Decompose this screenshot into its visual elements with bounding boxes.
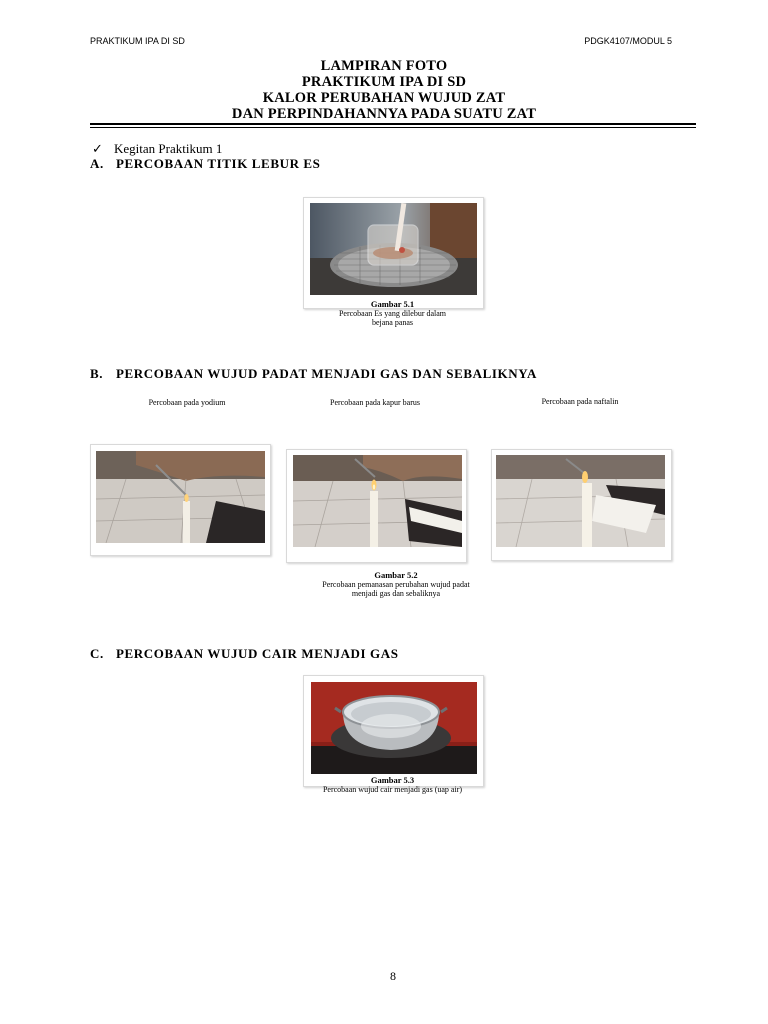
photo-label-iodine: Percobaan pada yodium bbox=[148, 398, 226, 407]
page-number: 8 bbox=[390, 969, 396, 983]
photo-ice-melting bbox=[303, 197, 484, 309]
running-header-right: PDGK4107/MODUL 5 bbox=[584, 36, 672, 46]
section-b-heading bbox=[90, 366, 537, 382]
photo-ice-melting-image bbox=[310, 203, 477, 295]
page-title-line-3: KALOR PERUBAHAN WUJUD ZAT bbox=[262, 90, 506, 106]
photo-boiling-water bbox=[303, 675, 484, 787]
section-b-letter: B. bbox=[90, 366, 104, 381]
photo-naphthalene-image bbox=[496, 455, 665, 547]
figure-5-1-title: Gambar 5.1 bbox=[370, 299, 415, 309]
photo-camphor-experiment bbox=[286, 449, 467, 563]
figure-5-2-line-2: menjadi gas dan sebaliknya bbox=[351, 589, 441, 598]
section-a-heading bbox=[90, 156, 321, 172]
title-rule-thick bbox=[90, 123, 696, 125]
section-b-title: PERCOBAAN WUJUD PADAT MENJADI GAS DAN SEBALIKNYA bbox=[116, 366, 538, 381]
figure-5-1-line-2: bejana panas bbox=[371, 318, 414, 327]
photo-label-camphor: Percobaan pada kapur barus bbox=[330, 398, 420, 407]
figure-5-2-caption bbox=[290, 571, 502, 598]
checklist-text: Kegitan Praktikum 1 bbox=[114, 141, 223, 156]
figure-5-1-caption bbox=[303, 300, 482, 327]
checkmark-icon: ✓ bbox=[92, 141, 103, 156]
photo-iodine-image bbox=[96, 451, 265, 543]
section-a-title: PERCOBAAN TITIK LEBUR ES bbox=[116, 156, 321, 171]
section-c-letter: C. bbox=[90, 646, 104, 661]
photo-naphthalene-experiment bbox=[491, 449, 672, 561]
page-title-line-1: LAMPIRAN FOTO bbox=[320, 58, 448, 74]
photo-iodine-experiment bbox=[90, 444, 271, 556]
figure-5-2-title: Gambar 5.2 bbox=[374, 570, 418, 580]
figure-5-3-caption bbox=[290, 776, 495, 794]
figure-5-3-line-1: Percobaan wujud cair menjadi gas (uap air) bbox=[322, 785, 463, 794]
section-c-title: PERCOBAAN WUJUD CAIR MENJADI GAS bbox=[116, 646, 399, 661]
section-c-heading bbox=[90, 646, 399, 662]
figure-5-1-line-1: Percobaan Es yang dilebur dalam bbox=[338, 309, 447, 318]
running-header-left: PRAKTIKUM IPA DI SD bbox=[90, 36, 185, 46]
figure-5-3-title: Gambar 5.3 bbox=[370, 775, 415, 785]
title-rule-thin bbox=[90, 127, 696, 128]
checklist-item bbox=[92, 141, 222, 157]
photo-camphor-image bbox=[293, 455, 462, 547]
photo-label-naphthalene: Percobaan pada naftalin bbox=[541, 397, 619, 406]
page-title-line-4: DAN PERPINDAHANNYA PADA SUATU ZAT bbox=[231, 106, 537, 122]
photo-boiling-water-image bbox=[311, 682, 477, 774]
page-title-line-2: PRAKTIKUM IPA DI SD bbox=[301, 74, 467, 90]
section-a-letter: A. bbox=[90, 156, 104, 171]
figure-5-2-line-1: Percobaan pemanasan perubahan wujud padat bbox=[322, 580, 470, 589]
